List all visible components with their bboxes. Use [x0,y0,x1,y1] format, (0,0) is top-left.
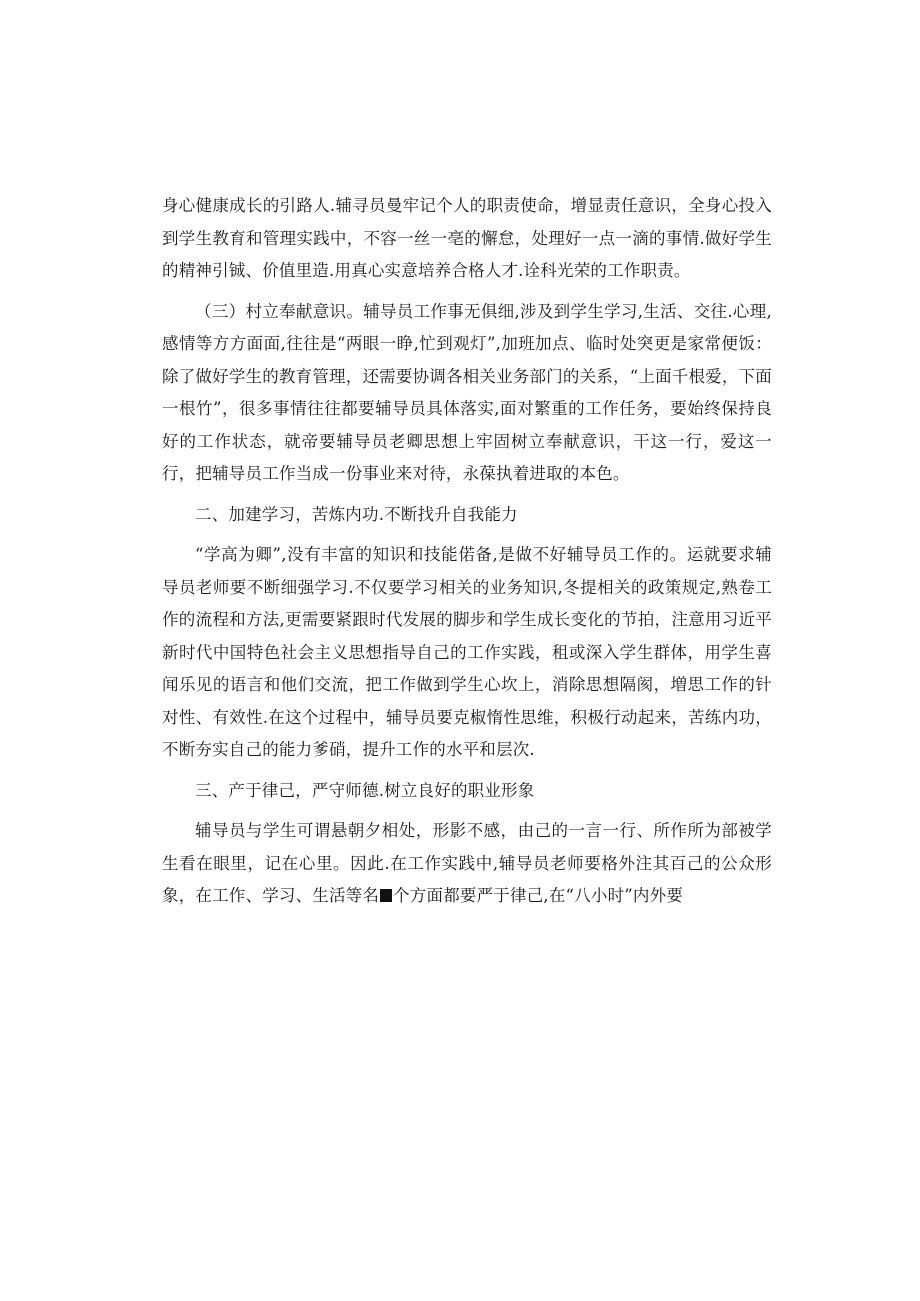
document-page [162,190,772,913]
paragraph-dedication: （三）村立奉献意识。辅导员工作事无俱细,涉及到学生学习,生活、交往.心理,感情等方方面面,往往是“两眼一睁,忙到观灯”,加班加点、临时处突更是家常便饭：除了做好学生的教育管理，还需要协调各相关业务部门的关系，“上面千根爱，下面一根竹”，很多事情往往都要辅导员具体落实,面对繁重的工作任务，要始终保持良好的工作状态，就帝要辅导员老卿思想上牢固树立奉献意识，干这一行，爱这一行，把辅导员工作当成一份事业来对待，永葆执着进取的本色。 [162,301,772,483]
black-square-glyph [380,889,392,902]
paragraph-gap [162,288,772,296]
section-heading-ethics: 三、产于律己，严守师德.树立良好的职业形象 [195,780,535,800]
paragraph-ethics-part-1: 辅导员与学生可谓悬朝夕相处，形影不感，由己的一言一行、所作所为部被学生看在眼里，记在心里。因此.在工作实践中,辅导员老师要格外注其百己的公众形象，在工作、学习、生活等名 [162,821,772,905]
paragraph-continuation: 身心健康成长的引路人.辅寻员曼牢记个人的职责使命，增显责任意识，全身心投入到学生教育和管理实践中，不容一丝一亳的懈怠，处理好一点一滴的事情.做好学生的精神引铖、价值里造.用真心实意培养合格人才.诠科光荣的工作职责。 [162,196,772,280]
paragraph-gap [162,491,772,499]
section-heading-learning: 二、加建学习，苦炼内功.不断找升自我能力 [195,504,518,524]
paragraph-gap [162,807,772,815]
paragraph-learning: “学高为卿”,没有丰富的知识和技能偌备,是做不好辅导员工作的。运就要求辅导员老师要不断细强学习.不仅要学习相关的业务知识,冬提相关的政策规定,熟卷工作的流程和方法,更需要紧跟时代发展的脚步和学生成长变化的节拍，注意用习近平新时代中国特色社会主义思想指导自己的工作实践，租或深入学生群体，用学生喜闻乐见的语言和他们交流，把工作做到学生心坎上，消除思想隔阂，増思工作的针对性、有效性.在这个过程中，辅导员要克椒惰性思维，积极行动起来，苦练内功，不断夯实自己的能力爹硝，提升工作的水平和层次. [162,545,772,759]
paragraph-gap [162,531,772,539]
paragraph-ethics [162,815,772,913]
paragraph-gap [162,767,772,775]
paragraph-ethics-part-2: 个方面都要严于律己,在“八小时”内外要 [393,886,684,905]
